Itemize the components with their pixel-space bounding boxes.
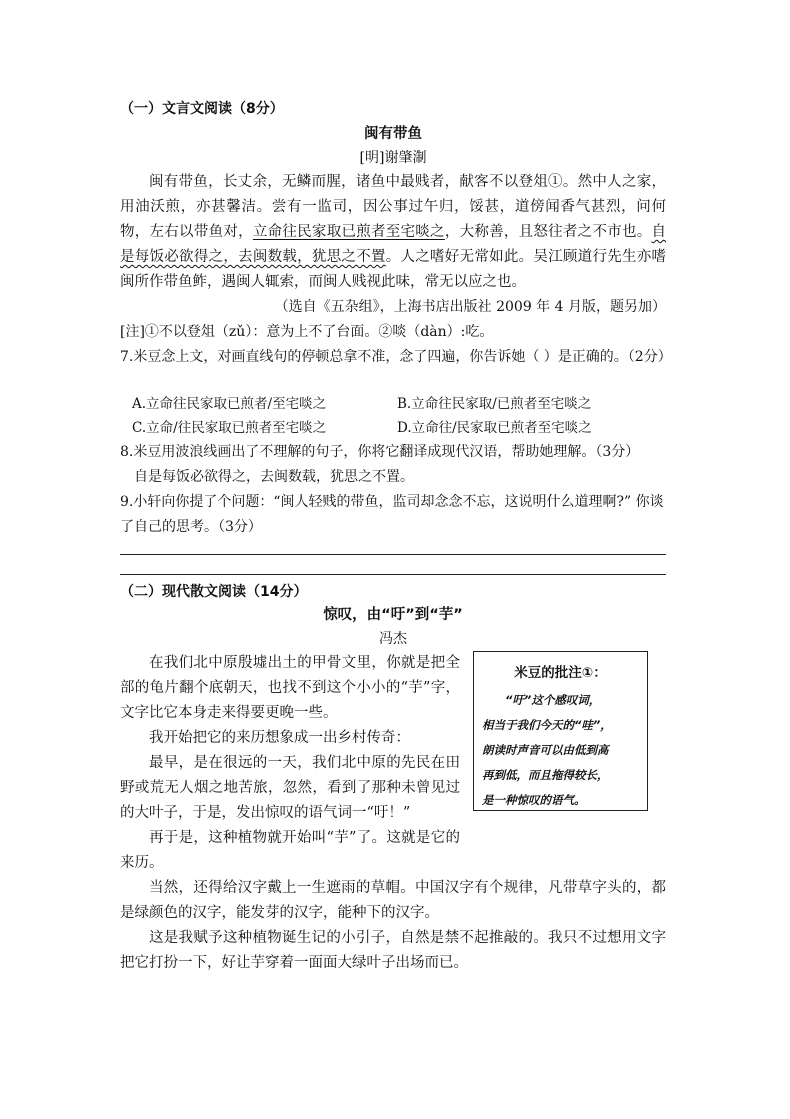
margin-note-line: 再到低，而且拖得较长， [482, 768, 609, 782]
passage-paragraph: 这是我赋予这种植物诞生记的小引子，自然是禁不起推敲的。我只不过想用文字把它打扮一下，好让芋穿着一面面大绿叶子出场而已。 [120, 930, 666, 971]
margin-note-line: 朗读时声音可以由低到高 [482, 743, 609, 757]
passage-paragraph: 最早，是在很远的一天，我们北中原的先民在田野或荒无人烟之地苦旅，忽然，看到了那种未曾见过的大叶子，于是，发出惊叹的语气词一“吁！” [120, 755, 460, 821]
text-run: 。人之嗜好无常如此。吴江顾道行先生亦嗜闽所作带鱼鲊，遇闽人辄索，而闽人贱视此味，常无以应之也。 [120, 249, 666, 290]
option-c: C.立命/往民家取已煎者至宅啖之 [132, 420, 327, 436]
margin-note-body [482, 688, 639, 813]
margin-note-line: “吁”这个感叹词， [505, 693, 601, 707]
passage-paragraph: 再于是，这种植物就开始叫“芋”了。这就是它的来历。 [120, 830, 460, 871]
question-7: 7.米豆念上文，对画直线句的停顿总拿不准，念了四遍，你告诉她（ ）是正确的。（2分） [120, 349, 672, 365]
question-8: 8.米豆用波浪线画出了不理解的句子，你将它翻译成现代汉语，帮助她理解。（3分） [120, 444, 640, 460]
passage-paragraph: 当然，还得给汉字戴上一生遮雨的草帽。中国汉字有个规律，凡带草字头的，都是绿颜色的汉字，能发芽的汉字，能种下的汉字。 [120, 880, 666, 921]
section-modern-prose-reading [120, 581, 666, 976]
source-citation: （选自《五杂组》，上海书店出版社 2009 年 4 月版，题另加） [274, 299, 666, 315]
question-9: 9.小轩向你提了个问题：“闽人轻贱的带鱼，监司却念念不忘，这说明什么道理啊?” 你谈 [120, 494, 664, 510]
margin-note-title: 米豆的批注①： [514, 665, 607, 681]
question-8-sentence: 自是每饭必欲得之，去闽数载，犹思之不置。 [134, 469, 414, 485]
answer-line [120, 574, 666, 575]
passage-author: [明]谢肇淛 [359, 150, 427, 166]
option-b: B.立命往民家取/已煎者至宅啖之 [397, 396, 592, 412]
passage-author: 冯杰 [379, 631, 407, 647]
passage-left-column [120, 651, 460, 876]
section-heading: （一）文言文阅读（8分） [120, 101, 284, 117]
wavy-underlined-sentence: 自是每饭必欲得之，去闽数载，犹思之不置 [120, 224, 667, 265]
section-heading: （二）现代散文阅读（14分） [120, 584, 308, 600]
question-7-options [120, 392, 666, 440]
margin-note-box [473, 651, 648, 811]
passage-paragraph: 在我们北中原殷墟出土的甲骨文里，你就是把全部的龟片翻个底朝天，也找不到这个小小的“芋”字，文字比它本身走来得要更晚一些。 [120, 655, 460, 721]
passage-with-note [120, 651, 666, 876]
section-classical-reading [120, 98, 672, 575]
question-9-continued: 了自己的思考。（3分） [120, 519, 262, 535]
annotation-note: [注]①不以登俎（zǔ）：意为上不了台面。②啖（dàn）:吃。 [120, 324, 494, 340]
text-run: 闽有带鱼，长丈余，无鳞而腥，诸鱼中最贱者，献客不以登俎①。然中人之家，用油沃煎，亦甚馨洁。尝有一监司，因公事过午归，馁甚，道傍闻香气甚烈，问何物，左右以带鱼对， [120, 174, 666, 240]
margin-note-line: 相当于我们今天的“哇”， [482, 718, 612, 732]
page-content [120, 98, 672, 976]
passage-paragraph [120, 170, 666, 295]
passage-title: 闽有带鱼 [364, 126, 422, 142]
underlined-sentence: 立命往民家取已煎者至宅啖之 [252, 224, 445, 240]
margin-note-line: 是一种惊叹的语气。 [482, 793, 586, 807]
passage-title: 惊叹，由“吁”到“芋” [323, 607, 463, 623]
option-a: A.立命往民家取已煎者/至宅啖之 [132, 396, 327, 412]
passage-paragraph: 我开始把它的来历想象成一出乡村传奇： [149, 730, 410, 746]
option-d: D.立命往/民家取已煎者至宅啖之 [397, 420, 592, 436]
text-run: ，大称善，且怒往者之不市也。 [444, 224, 652, 240]
